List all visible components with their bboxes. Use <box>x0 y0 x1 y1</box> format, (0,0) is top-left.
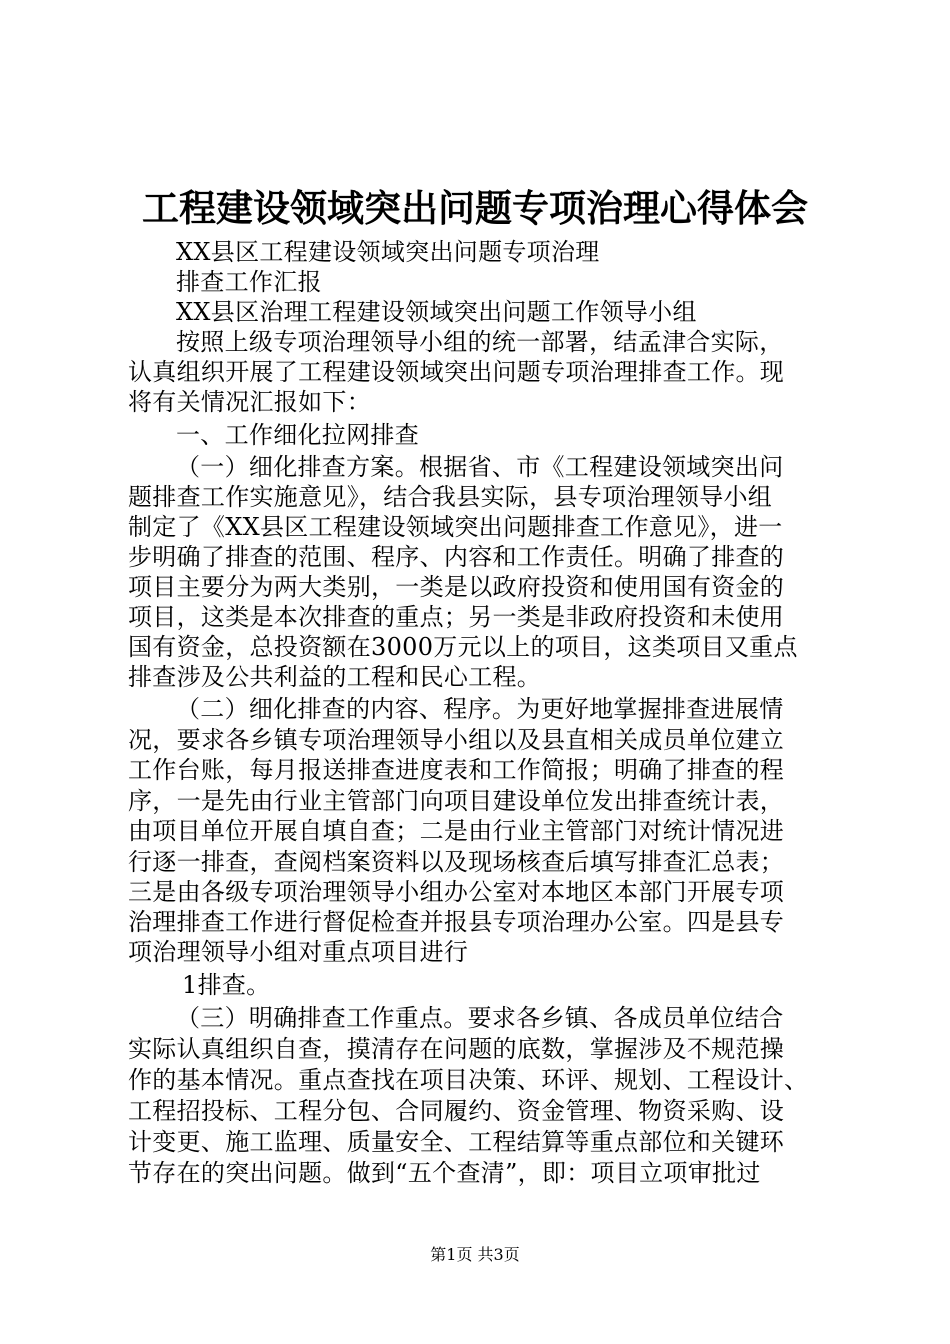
page-number: 第1页 共3页 <box>430 1245 520 1264</box>
text-line: 项目，这类是本次排查的重点；另一类是非政府投资和未使用 <box>128 603 785 631</box>
text-line: 治理排查工作进行督促检查并报县专项治理办公室。四是县专 <box>128 908 785 936</box>
text-line: 行逐一排查，查阅档案资料以及现场核查后填写排查汇总表； <box>128 848 785 876</box>
text-line: 排查工作汇报 <box>176 268 322 296</box>
document-title: 工程建设领域突出问题专项治理心得体会 <box>142 186 808 230</box>
text-line: 计变更、施工监理、质量安全、工程结算等重点部位和关键环 <box>128 1128 785 1156</box>
text-line: 制定了《XX县区工程建设领域突出问题排查工作意见》，进一 <box>128 513 783 541</box>
text-line: 1排查。 <box>182 971 271 999</box>
text-line: 项目主要分为两大类别，一类是以政府投资和使用国有资金的 <box>128 573 785 601</box>
text-line: （二）细化排查的内容、程序。为更好地掌握排查进展情 <box>176 695 784 723</box>
text-line: 况，要求各乡镇专项治理领导小组以及县直相关成员单位建立 <box>128 726 785 754</box>
text-line: 序，一是先由行业主管部门向项目建设单位发出排查统计表， <box>128 787 785 815</box>
text-line: 节存在的突出问题。做到“五个查清”，即：项目立项审批过 <box>128 1159 761 1187</box>
text-line: 认真组织开展了工程建设领域突出问题专项治理排查工作。现 <box>128 358 785 386</box>
text-line: 将有关情况汇报如下： <box>128 388 371 416</box>
text-line: 三是由各级专项治理领导小组办公室对本地区本部门开展专项 <box>128 878 785 906</box>
text-line: 工作台账，每月报送排查进度表和工作简报；明确了排查的程 <box>128 756 785 784</box>
text-line: 实际认真组织自查，摸清存在问题的底数，掌握涉及不规范操 <box>128 1035 785 1063</box>
text-line: 工程招投标、工程分包、合同履约、资金管理、物资采购、设 <box>128 1097 785 1125</box>
text-line: （三）明确排查工作重点。要求各乡镇、各成员单位结合 <box>176 1004 784 1032</box>
text-line: 项治理领导小组对重点项目进行 <box>128 938 469 966</box>
text-line: 国有资金，总投资额在3000万元以上的项目，这类项目又重点 <box>128 633 798 661</box>
text-line: （一）细化排查方案。根据省、市《工程建设领域突出问 <box>176 453 784 481</box>
text-line: 排查涉及公共利益的工程和民心工程。 <box>128 663 542 691</box>
text-line: XX县区治理工程建设领域突出问题工作领导小组 <box>176 298 697 326</box>
text-line: 题排查工作实施意见》，结合我县实际，县专项治理领导小组 <box>128 483 773 511</box>
text-line: 作的基本情况。重点查找在项目决策、环评、规划、工程设计、 <box>128 1066 809 1094</box>
text-line: 按照上级专项治理领导小组的统一部署，结孟津合实际， <box>176 328 784 356</box>
text-line: XX县区工程建设领域突出问题专项治理 <box>176 238 600 266</box>
text-line: 一、工作细化拉网排查 <box>176 421 419 449</box>
text-line: 由项目单位开展自填自查；二是由行业主管部门对统计情况进 <box>128 817 785 845</box>
text-line: 步明确了排查的范围、程序、内容和工作责任。明确了排查的 <box>128 543 785 571</box>
